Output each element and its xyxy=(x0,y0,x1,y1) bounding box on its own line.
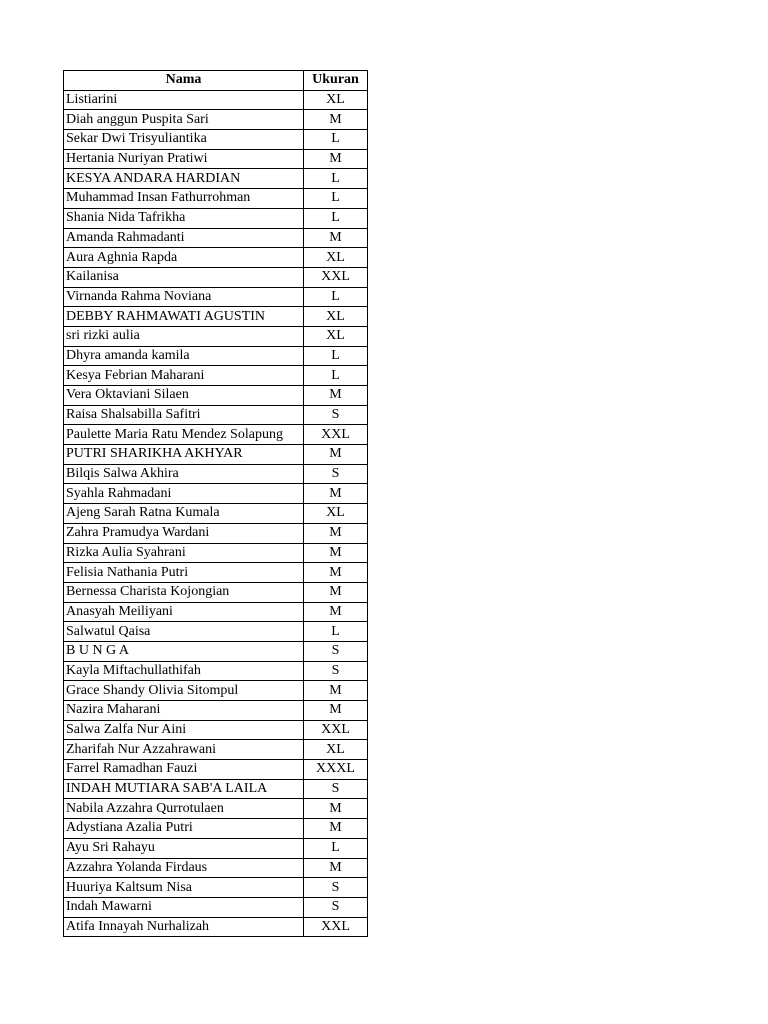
table-row xyxy=(64,602,368,622)
name-cell: DEBBY RAHMAWATI AGUSTIN xyxy=(64,307,304,327)
size-cell: M xyxy=(304,445,368,465)
name-cell: Kesya Febrian Maharani xyxy=(64,366,304,386)
name-cell: KESYA ANDARA HARDIAN xyxy=(64,169,304,189)
table-row xyxy=(64,149,368,169)
size-cell: M xyxy=(304,819,368,839)
name-cell: sri rizki aulia xyxy=(64,326,304,346)
table-row xyxy=(64,130,368,150)
name-cell: Paulette Maria Ratu Mendez Solapung xyxy=(64,425,304,445)
size-table xyxy=(63,70,368,937)
size-cell: M xyxy=(304,543,368,563)
size-cell: L xyxy=(304,287,368,307)
name-cell: Amanda Rahmadanti xyxy=(64,228,304,248)
size-cell: XL xyxy=(304,504,368,524)
size-cell: XL xyxy=(304,90,368,110)
name-cell: Diah anggun Puspita Sari xyxy=(64,110,304,130)
table-row xyxy=(64,189,368,209)
name-cell: Shania Nida Tafrikha xyxy=(64,208,304,228)
name-cell: Salwa Zalfa Nur Aini xyxy=(64,720,304,740)
size-cell: L xyxy=(304,622,368,642)
name-cell: Sekar Dwi Trisyuliantika xyxy=(64,130,304,150)
name-cell: Hertania Nuriyan Pratiwi xyxy=(64,149,304,169)
name-cell: Salwatul Qaisa xyxy=(64,622,304,642)
table-row xyxy=(64,366,368,386)
size-cell: M xyxy=(304,563,368,583)
size-cell: S xyxy=(304,641,368,661)
table-row xyxy=(64,484,368,504)
name-cell: Aura Aghnia Rapda xyxy=(64,248,304,268)
name-cell: Dhyra amanda kamila xyxy=(64,346,304,366)
table-row xyxy=(64,248,368,268)
name-cell: Kayla Miftachullathifah xyxy=(64,661,304,681)
table-row xyxy=(64,779,368,799)
name-cell: Atifa Innayah Nurhalizah xyxy=(64,917,304,937)
name-cell: Adystiana Azalia Putri xyxy=(64,819,304,839)
size-cell: M xyxy=(304,858,368,878)
name-cell: PUTRI SHARIKHA AKHYAR xyxy=(64,445,304,465)
size-cell: S xyxy=(304,464,368,484)
size-cell: XL xyxy=(304,307,368,327)
size-cell: S xyxy=(304,897,368,917)
size-cell: M xyxy=(304,484,368,504)
table-row xyxy=(64,425,368,445)
name-cell: Vera Oktaviani Silaen xyxy=(64,386,304,406)
name-cell: Grace Shandy Olivia Sitompul xyxy=(64,681,304,701)
size-cell: XXL xyxy=(304,267,368,287)
name-cell: Farrel Ramadhan Fauzi xyxy=(64,760,304,780)
size-cell: XXL xyxy=(304,720,368,740)
size-cell: S xyxy=(304,405,368,425)
name-cell: Kailanisa xyxy=(64,267,304,287)
table-row xyxy=(64,878,368,898)
table-row xyxy=(64,169,368,189)
table-row xyxy=(64,917,368,937)
name-cell: Raisa Shalsabilla Safitri xyxy=(64,405,304,425)
size-cell: S xyxy=(304,661,368,681)
table-row xyxy=(64,307,368,327)
table-row xyxy=(64,622,368,642)
table-row xyxy=(64,858,368,878)
table-row xyxy=(64,681,368,701)
table-row xyxy=(64,701,368,721)
table-row xyxy=(64,405,368,425)
table-row xyxy=(64,504,368,524)
table-row xyxy=(64,208,368,228)
size-cell: S xyxy=(304,779,368,799)
name-cell: Bilqis Salwa Akhira xyxy=(64,464,304,484)
table-row xyxy=(64,582,368,602)
size-cell: XL xyxy=(304,326,368,346)
name-cell: Ajeng Sarah Ratna Kumala xyxy=(64,504,304,524)
size-cell: M xyxy=(304,602,368,622)
size-cell: L xyxy=(304,838,368,858)
size-cell: M xyxy=(304,228,368,248)
name-cell: Felisia Nathania Putri xyxy=(64,563,304,583)
table-row xyxy=(64,720,368,740)
table-row xyxy=(64,287,368,307)
table-row xyxy=(64,897,368,917)
name-cell: Virnanda Rahma Noviana xyxy=(64,287,304,307)
size-cell: M xyxy=(304,386,368,406)
table-row xyxy=(64,228,368,248)
table-row xyxy=(64,386,368,406)
size-cell: XL xyxy=(304,248,368,268)
size-cell: L xyxy=(304,189,368,209)
table-row xyxy=(64,543,368,563)
table-row xyxy=(64,90,368,110)
table-row xyxy=(64,641,368,661)
table-row xyxy=(64,760,368,780)
name-cell: Huuriya Kaltsum Nisa xyxy=(64,878,304,898)
header-ukuran: Ukuran xyxy=(304,71,368,91)
size-cell: L xyxy=(304,346,368,366)
table-row xyxy=(64,819,368,839)
table-row xyxy=(64,661,368,681)
name-cell: Rizka Aulia Syahrani xyxy=(64,543,304,563)
table-row xyxy=(64,464,368,484)
table-row xyxy=(64,838,368,858)
size-cell: M xyxy=(304,110,368,130)
table-row xyxy=(64,326,368,346)
header-nama: Nama xyxy=(64,71,304,91)
name-cell: B U N G A xyxy=(64,641,304,661)
size-cell: M xyxy=(304,701,368,721)
name-cell: Azzahra Yolanda Firdaus xyxy=(64,858,304,878)
table-row xyxy=(64,267,368,287)
size-cell: M xyxy=(304,681,368,701)
name-cell: Anasyah Meiliyani xyxy=(64,602,304,622)
name-cell: Indah Mawarni xyxy=(64,897,304,917)
table-row xyxy=(64,346,368,366)
size-cell: M xyxy=(304,582,368,602)
table-body xyxy=(64,90,368,937)
table-row xyxy=(64,523,368,543)
table-row xyxy=(64,799,368,819)
name-cell: Listiarini xyxy=(64,90,304,110)
name-cell: Nabila Azzahra Qurrotulaen xyxy=(64,799,304,819)
table-row xyxy=(64,445,368,465)
size-cell: XXXL xyxy=(304,760,368,780)
size-cell: L xyxy=(304,366,368,386)
size-cell: S xyxy=(304,878,368,898)
table-row xyxy=(64,740,368,760)
name-cell: INDAH MUTIARA SAB'A LAILA xyxy=(64,779,304,799)
size-cell: XXL xyxy=(304,917,368,937)
size-cell: XL xyxy=(304,740,368,760)
size-cell: M xyxy=(304,149,368,169)
size-cell: L xyxy=(304,208,368,228)
name-cell: Nazira Maharani xyxy=(64,701,304,721)
size-cell: L xyxy=(304,169,368,189)
size-cell: L xyxy=(304,130,368,150)
header-row xyxy=(64,71,368,91)
name-cell: Syahla Rahmadani xyxy=(64,484,304,504)
name-cell: Bernessa Charista Kojongian xyxy=(64,582,304,602)
size-cell: M xyxy=(304,799,368,819)
name-cell: Muhammad Insan Fathurrohman xyxy=(64,189,304,209)
table-row xyxy=(64,563,368,583)
name-cell: Zahra Pramudya Wardani xyxy=(64,523,304,543)
size-cell: M xyxy=(304,523,368,543)
table-row xyxy=(64,110,368,130)
name-cell: Ayu Sri Rahayu xyxy=(64,838,304,858)
name-cell: Zharifah Nur Azzahrawani xyxy=(64,740,304,760)
size-cell: XXL xyxy=(304,425,368,445)
